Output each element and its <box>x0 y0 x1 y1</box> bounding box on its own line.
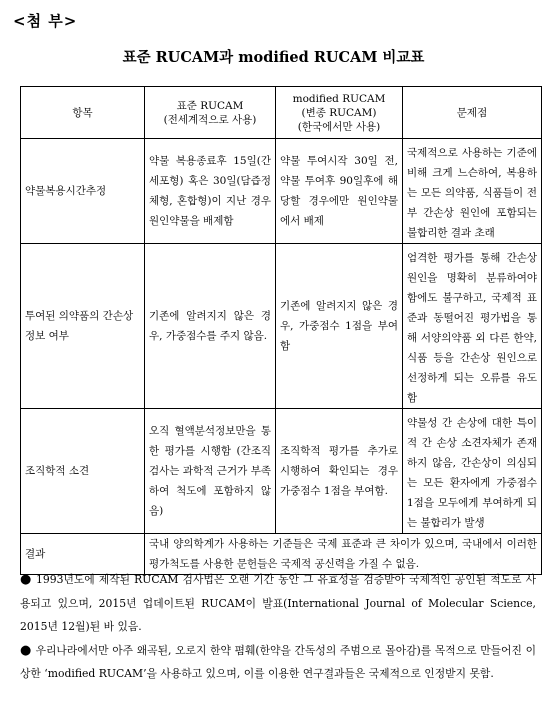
document-title: 표준 RUCAM과 modified RUCAM 비교표 <box>122 49 425 66</box>
table-row <box>21 409 542 534</box>
table-header-row <box>21 87 542 139</box>
row-item-label: 조직학적 소견 <box>21 409 145 534</box>
row-problem-cell: 국제적으로 사용하는 기준에 비해 크게 느슨하여, 복용하는 모든 의약품, 식품들이 전부 간손상 원인에 포함되는 불합리한 결과 초래 <box>403 139 542 244</box>
note-paragraph <box>20 568 536 639</box>
row-modified-cell: 약물 투여시작 30일 전, 약물 투여후 90일후에 해당할 경우에만 원인약물에서 배제 <box>276 139 403 244</box>
header-problem: 문제점 <box>403 87 542 139</box>
header-modified-title: modified RUCAM <box>292 92 386 105</box>
header-standard-title: 표준 RUCAM <box>176 99 244 112</box>
header-standard-rucam <box>145 87 276 139</box>
header-standard-subtitle: (전세계적으로 사용) <box>163 113 257 126</box>
header-modified-note: (한국에서만 사용) <box>297 120 381 133</box>
row-standard-cell: 기존에 알려지지 않은 경우, 가중점수를 주지 않음. <box>145 244 276 409</box>
row-item-label: 투여된 의약품의 간손상 정보 여부 <box>21 244 145 409</box>
row-standard-cell: 오직 혈액분석정보만을 통한 평가를 시행함 (간조직검사는 과학적 근거가 부족하여 척도에 포함하지 않음) <box>145 409 276 534</box>
result-text: 국내 양의학계가 사용하는 기준들은 국제 표준과 큰 차이가 있으며, 국내에서 이러한 평가척도를 사용한 문헌들은 국제적 공신력을 가질 수 없음. <box>145 534 542 575</box>
comparison-table <box>20 86 542 575</box>
note-paragraph <box>20 639 536 686</box>
attachment-label: <첨 부> <box>13 12 78 30</box>
note-text: 1993년도에 제작된 RUCAM 검사법은 오랜 기간 동안 그 유효성을 검증받아 국제적인 공인된 척도로 사용되고 있으며, 2015년 업데이트된 RUCAM이 발표(International Journal of Molecular Science, 2015년 12월)된 바 있음. <box>20 573 536 633</box>
note-text: 우리나라에서만 아주 왜곡된, 오로지 한약 폄훼(한약을 간독성의 주범으로 몰아감)를 목적으로 만들어진 이상한 ‘modified RUCAM’을 사용하고 있으며, 이를 이용한 연구결과들은 국제적으로 인정받지 못함. <box>20 643 536 680</box>
row-item-label: 약물복용시간추정 <box>21 139 145 244</box>
notes-section <box>20 568 536 686</box>
table-row <box>21 244 542 409</box>
bullet-icon: ● <box>20 572 32 587</box>
header-modified-subtitle: (변종 RUCAM) <box>301 106 377 119</box>
header-item: 항목 <box>21 87 145 139</box>
row-problem-cell: 엄격한 평가를 통해 간손상 원인을 명확히 분류하여야 함에도 불구하고, 국제적 표준과 동떨어진 평가법을 통해 서양의약품 외 다른 한약, 식품 등을 간손상 원인으로 선정하게 되는 오류를 유도함 <box>403 244 542 409</box>
bullet-icon: ● <box>20 642 32 658</box>
table-row <box>21 139 542 244</box>
row-modified-cell: 조직학적 평가를 추가로 시행하여 확인되는 경우 가중점수 1점을 부여함. <box>276 409 403 534</box>
result-label: 결과 <box>21 534 145 575</box>
header-modified-rucam <box>276 87 403 139</box>
row-standard-cell: 약물 복용종료후 15일(간세포형) 혹은 30일(담즙정체형, 혼합형)이 지난 경우 원인약물을 배제함 <box>145 139 276 244</box>
row-problem-cell: 약물성 간 손상에 대한 특이적 간 손상 소견자체가 존재하지 않음, 간손상이 의심되는 모든 환자에게 가중점수 1점을 모두에게 부여하게 되는 불합리가 발생 <box>403 409 542 534</box>
row-modified-cell: 기존에 알려지지 않은 경우, 가중점수 1점을 부여함 <box>276 244 403 409</box>
